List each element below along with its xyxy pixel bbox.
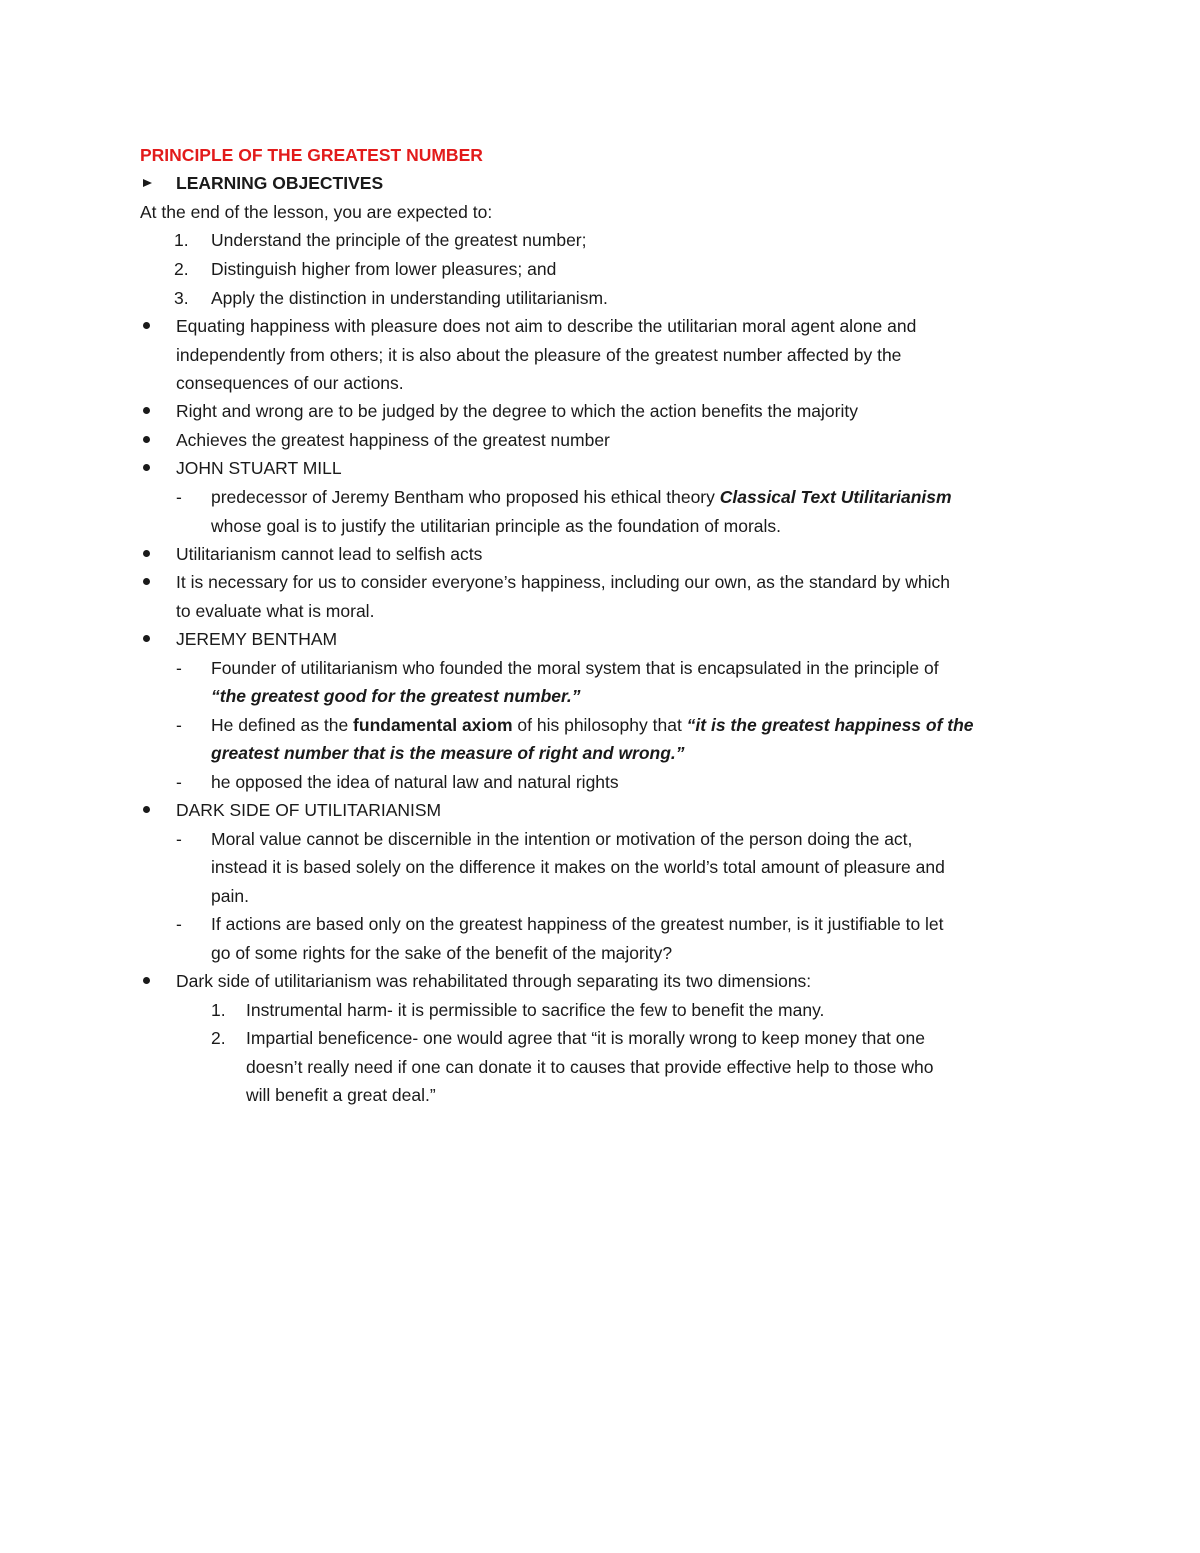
bullet-text: Right and wrong are to be judged by the degree to which the action benefits the majority — [176, 401, 858, 421]
bullet-text: Dark side of utilitarianism was rehabilitated through separating its two dimensions: — [176, 971, 812, 991]
dimension-item: will benefit a great deal.” — [246, 1085, 436, 1105]
bentham-heading: JEREMY BENTHAM — [176, 629, 338, 649]
bentham-sub-text: of his philosophy that — [512, 715, 687, 735]
dark-side-text: instead it is based solely on the difference it makes on the world’s total amount of pleasure and — [211, 857, 945, 877]
dimension-item: Instrumental harm- it is permissible to sacrifice the few to benefit the many. — [246, 1000, 825, 1020]
list-number: 3. — [174, 288, 189, 308]
bullet-text: to evaluate what is moral. — [176, 601, 375, 621]
bullet-text: consequences of our actions. — [176, 373, 404, 393]
bullet-text: Utilitarianism cannot lead to selfish acts — [176, 544, 483, 564]
dark-side-text: If actions are based only on the greatest happiness of the greatest number, is it justifiable to let — [211, 914, 944, 934]
mill-sub-item — [211, 483, 952, 511]
dark-side-heading: DARK SIDE OF UTILITARIANISM — [176, 800, 442, 820]
bullet-icon — [143, 436, 150, 443]
dash-marker: - — [176, 487, 182, 507]
objective-item: Apply the distinction in understanding utilitarianism. — [211, 288, 608, 308]
bentham-quote: greatest number that is the measure of right and wrong.” — [211, 743, 685, 763]
bentham-sub-item — [211, 711, 974, 739]
bullet-icon — [143, 578, 150, 585]
list-number: 1. — [174, 230, 189, 250]
mill-sub-text: predecessor of Jeremy Bentham who proposed his ethical theory — [211, 487, 720, 507]
dark-side-text: Moral value cannot be discernible in the intention or motivation of the person doing the act, — [211, 829, 913, 849]
dark-side-text: pain. — [211, 886, 249, 906]
dimension-item: Impartial beneficence- one would agree that “it is morally wrong to keep money that one — [246, 1028, 925, 1048]
bullet-icon — [143, 550, 150, 557]
learning-objectives-heading: LEARNING OBJECTIVES — [176, 173, 384, 193]
dash-marker: - — [176, 829, 182, 849]
bullet-icon — [143, 635, 150, 642]
dimension-item: doesn’t really need if one can donate it to causes that provide effective help to those who — [246, 1057, 934, 1077]
bullet-icon — [143, 322, 150, 329]
objective-item: Distinguish higher from lower pleasures; and — [211, 259, 557, 279]
arrow-bullet-icon — [143, 179, 152, 187]
mill-theory-name: Classical Text Utilitarianism — [719, 487, 952, 507]
list-number: 1. — [211, 1000, 226, 1020]
bullet-text: Achieves the greatest happiness of the greatest number — [176, 430, 610, 450]
dash-marker: - — [176, 658, 182, 678]
bentham-sub-text: He defined as the — [211, 715, 354, 735]
bentham-sub-text: he opposed the idea of natural law and natural rights — [211, 772, 619, 792]
bullet-icon — [143, 977, 150, 984]
mill-heading: JOHN STUART MILL — [176, 458, 342, 478]
page-title: PRINCIPLE OF THE GREATEST NUMBER — [140, 145, 483, 165]
bullet-icon — [143, 464, 150, 471]
bentham-sub-text: Founder of utilitarianism who founded the moral system that is encapsulated in the principle of — [211, 658, 939, 678]
bullet-icon — [143, 806, 150, 813]
learning-objectives-intro: At the end of the lesson, you are expected to: — [140, 202, 493, 222]
bentham-quote: “it is the greatest happiness of the — [686, 715, 974, 735]
list-number: 2. — [174, 259, 189, 279]
bullet-text: It is necessary for us to consider everyone’s happiness, including our own, as the standard by which — [176, 572, 950, 592]
bullet-text: Equating happiness with pleasure does not aim to describe the utilitarian moral agent alone and — [176, 316, 917, 336]
bentham-quote: “the greatest good for the greatest number.” — [211, 686, 581, 706]
dash-marker: - — [176, 772, 182, 792]
list-number: 2. — [211, 1028, 226, 1048]
dash-marker: - — [176, 715, 182, 735]
objective-item: Understand the principle of the greatest number; — [211, 230, 587, 250]
bullet-text: independently from others; it is also about the pleasure of the greatest number affected by the — [176, 345, 902, 365]
bullet-icon — [143, 407, 150, 414]
dash-marker: - — [176, 914, 182, 934]
dark-side-text: go of some rights for the sake of the benefit of the majority? — [211, 943, 673, 963]
mill-sub-text: whose goal is to justify the utilitarian principle as the foundation of morals. — [211, 516, 782, 536]
fundamental-axiom: fundamental axiom — [353, 715, 513, 735]
